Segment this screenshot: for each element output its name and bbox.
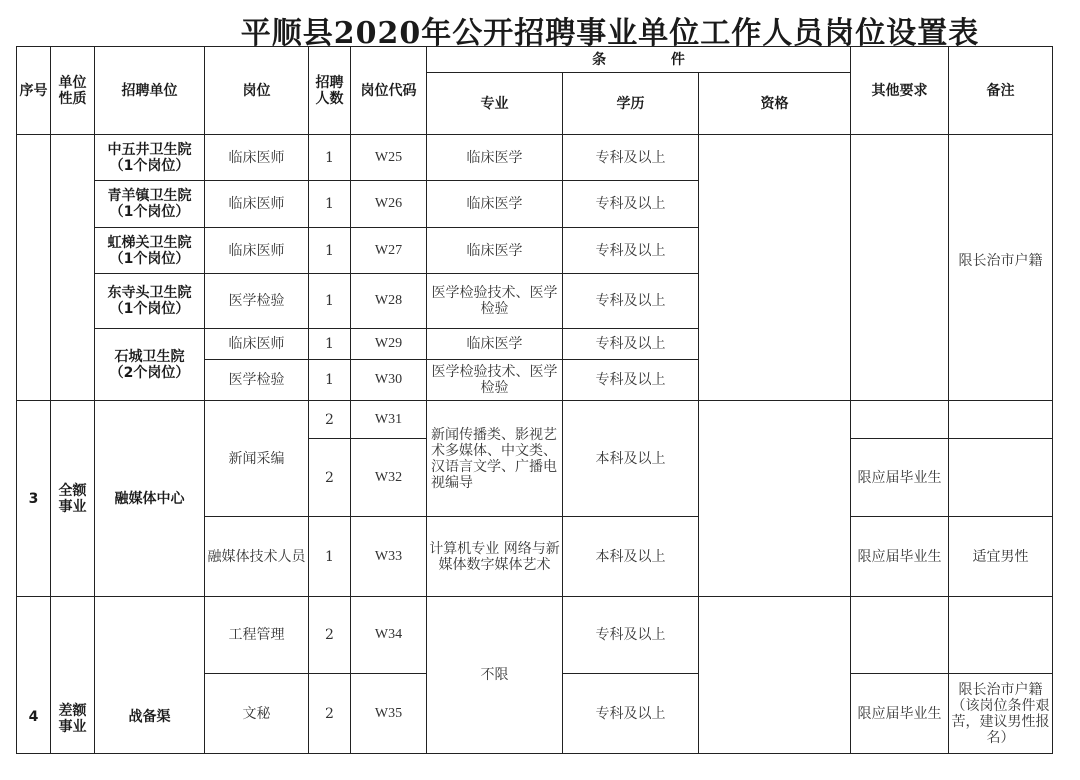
post-cell: 医学检验 (205, 274, 309, 329)
code-cell: W26 (351, 181, 427, 228)
unit-cell (95, 228, 205, 274)
code-cell: W35 (351, 674, 427, 754)
post-cell: 医学检验 (205, 360, 309, 401)
education-cell: 本科及以上 (563, 401, 699, 517)
header-count: 招聘人数 (309, 47, 351, 135)
unit-posts: （1个岗位） (109, 250, 190, 267)
header-remark: 备注 (949, 47, 1053, 135)
unit-posts: （1个岗位） (109, 204, 190, 220)
header-post: 岗位 (205, 47, 309, 135)
major-cell: 临床医学 (427, 181, 563, 228)
major-cell: 不限 (427, 597, 563, 754)
post-cell: 临床医师 (205, 228, 309, 274)
qualification-cell (699, 135, 851, 401)
major-cell: 医学检验技术、医学检验 (427, 274, 563, 329)
remark-cell: 适宜男性 (949, 517, 1053, 597)
other-cell: 限应届毕业生 (851, 439, 949, 517)
education-cell: 专科及以上 (563, 135, 699, 181)
unit-type-cell: 差额事业 (51, 597, 95, 754)
unit-name: 石城卫生院 (114, 348, 185, 365)
other-cell (851, 401, 949, 439)
remark-cell: 限长治市户籍（该岗位条件艰苦，建议男性报名） (949, 674, 1053, 754)
table-row (17, 401, 1053, 439)
education-cell: 专科及以上 (563, 228, 699, 274)
code-cell: W32 (351, 439, 427, 517)
seq-cell: 4 (17, 597, 51, 754)
header-qualification: 资格 (699, 73, 851, 135)
count-cell: 2 (309, 674, 351, 754)
post-cell: 工程管理 (205, 597, 309, 674)
unit-cell (95, 135, 205, 181)
header-code: 岗位代码 (351, 47, 427, 135)
remark-cell (949, 597, 1053, 674)
header-conditions (427, 47, 851, 73)
other-cell: 限应届毕业生 (851, 517, 949, 597)
remark-text: 限长治市户籍 (958, 253, 1043, 269)
unit-type-cell: 全额事业 (51, 401, 95, 597)
unit-name: 东寺头卫生院 (107, 285, 192, 301)
post-cell: 临床医师 (205, 135, 309, 181)
unit-posts: （2个岗位） (109, 364, 190, 381)
remark-cell (949, 135, 1053, 401)
count-cell: 1 (309, 274, 351, 329)
education-cell: 专科及以上 (563, 674, 699, 754)
major-cell: 临床医学 (427, 228, 563, 274)
qualification-cell (699, 401, 851, 597)
education-cell: 本科及以上 (563, 517, 699, 597)
education-cell: 专科及以上 (563, 181, 699, 228)
remark-cell (949, 439, 1053, 517)
code-cell: W30 (351, 360, 427, 401)
header-conditions-label: 条 件 (592, 51, 715, 68)
remark-cell (949, 401, 1053, 439)
unit-posts: （1个岗位） (109, 301, 190, 317)
count-cell: 2 (309, 439, 351, 517)
unit-cell: 融媒体中心 (95, 401, 205, 597)
code-cell: W25 (351, 135, 427, 181)
unit-cell (95, 181, 205, 228)
code-cell: W33 (351, 517, 427, 597)
major-cell: 计算机专业 网络与新媒体数字媒体艺术 (427, 517, 563, 597)
header-other: 其他要求 (851, 47, 949, 135)
post-cell: 新闻采编 (205, 401, 309, 517)
code-cell: W34 (351, 597, 427, 674)
education-cell: 专科及以上 (563, 360, 699, 401)
unit-cell (95, 274, 205, 329)
count-cell: 2 (309, 401, 351, 439)
code-cell: W27 (351, 228, 427, 274)
header-unit-type: 单位性质 (51, 47, 95, 135)
major-cell: 医学检验技术、医学检验 (427, 360, 563, 401)
qualification-cell (699, 597, 851, 754)
seq-cell: 3 (17, 401, 51, 597)
other-cell (851, 597, 949, 674)
header-education: 学历 (563, 73, 699, 135)
post-cell: 融媒体技术人员 (205, 517, 309, 597)
count-cell: 1 (309, 360, 351, 401)
header-major: 专业 (427, 73, 563, 135)
seq-cell (17, 135, 51, 401)
unit-type-cell (51, 135, 95, 401)
other-cell: 限应届毕业生 (851, 674, 949, 754)
count-cell: 1 (309, 329, 351, 360)
unit-posts: （1个岗位） (109, 157, 190, 174)
major-cell: 临床医学 (427, 329, 563, 360)
code-cell: W29 (351, 329, 427, 360)
unit-name: 虹梯关卫生院 (107, 234, 192, 251)
unit-name: 青羊镇卫生院 (107, 188, 192, 204)
unit-cell: 战备渠 (95, 597, 205, 754)
count-cell: 1 (309, 228, 351, 274)
count-cell: 1 (309, 135, 351, 181)
unit-cell (95, 329, 205, 401)
positions-table (16, 46, 1053, 754)
page-title: 平顺县2020年公开招聘事业单位工作人员岗位设置表 (240, 16, 980, 51)
education-cell: 专科及以上 (563, 274, 699, 329)
major-cell: 新闻传播类、影视艺术多媒体、中文类、汉语言文学、广播电视编导 (427, 401, 563, 517)
code-cell: W31 (351, 401, 427, 439)
post-cell: 文秘 (205, 674, 309, 754)
education-cell: 专科及以上 (563, 329, 699, 360)
count-cell: 1 (309, 181, 351, 228)
code-cell: W28 (351, 274, 427, 329)
unit-name: 中五井卫生院 (107, 141, 192, 158)
header-unit: 招聘单位 (95, 47, 205, 135)
other-cell (851, 135, 949, 401)
major-cell: 临床医学 (427, 135, 563, 181)
table-row (17, 597, 1053, 674)
count-cell: 2 (309, 597, 351, 674)
count-cell: 1 (309, 517, 351, 597)
header-row (17, 47, 1053, 73)
post-cell: 临床医师 (205, 329, 309, 360)
header-seq: 序号 (17, 47, 51, 135)
post-cell: 临床医师 (205, 181, 309, 228)
table-row (17, 135, 1053, 181)
education-cell: 专科及以上 (563, 597, 699, 674)
